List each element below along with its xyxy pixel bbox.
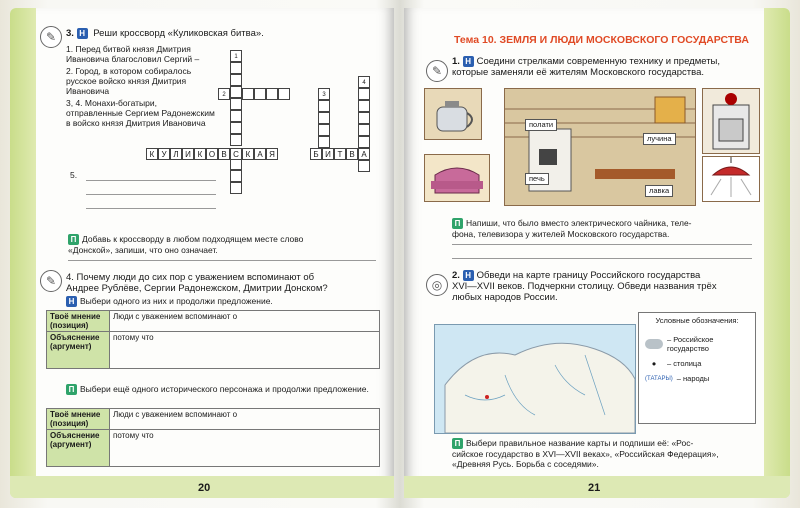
page-left: ✎ 3. Н Реши кроссворд «Куликовская битва». 1. Перед битвой князя Дмитрия Ивановича благословил Сергий – 2. Город, в котором собиралось русское войско князя Дмитрия Ивановича 3, 4. Монахи-богатыри, отправленные Сергием Радонежским в войско князя Дмитрия Ивановича 1 2 3 4 К У Л И К О В С К А Я Б И Т В А 5. П Добавь к кроссворду в любом подходящем месте слово «Донской», запиши, что оно означает. ✎ 4. Почему люди до сих пор с уважением вспоминают об Андрее Рублёве, Сергии Радонежском, Дмитрии Донском? Н Выбери одного из них и продолжи предложение. Твоё мнение (позиция) Люди с уважением вспоминают о Объяснение (аргумент) потому что П Выбери ещё одного исторического персонажа и продолжи предложение. Твоё мнение (позиция) Люди с уважением вспоминают о Объяснение (аргумент) потому что 20: [10, 8, 394, 498]
pencil-icon: ✎: [40, 26, 62, 48]
page-right: [404, 8, 790, 498]
crossword-clues: [66, 44, 216, 128]
page-number: 21: [588, 482, 601, 494]
stove-picture: [702, 88, 760, 154]
topic-title: Тема 10. ЗЕМЛЯ И ЛЮДИ МОСКОВСКОГО ГОСУДАРСТВА: [454, 34, 749, 46]
write-task: П Напиши, что было вместо электрического чайника, теле- фона, телевизора у жителей Московского государства.: [452, 218, 692, 240]
clue: 3, 4. Монахи-богатыри, отправленные Сергием Радонежским в войско князя Дмитрия Ивановича: [66, 98, 215, 128]
opinion-table-2: Твоё мнение (позиция) Люди с уважением вспоминают о Объяснение (аргумент) потому что: [46, 408, 380, 467]
clue: 2. Город, в котором собиралось русское войско князя Дмитрия Ивановича: [66, 66, 192, 96]
add-donskoy-task: П Добавь к кроссворду в любом подходящем месте слово «Донской», запиши, что оно означает.: [68, 234, 304, 256]
map-legend: Условные обозначения: – Российское государство ● – столица (ТАТАРЫ) – народы: [638, 312, 756, 424]
armchair-picture: [424, 154, 490, 202]
new-badge: Н: [77, 28, 88, 39]
label-lavka: лавка: [645, 185, 673, 197]
kettle-picture: [424, 88, 482, 140]
choose-one-task: Н Выбери одного из них и продолжи предложение.: [66, 296, 273, 307]
state-swatch-icon: [645, 339, 663, 349]
label-polati: полати: [525, 119, 557, 131]
another-person-task: П Выбери ещё одного исторического персонажа и продолжи предложение.: [66, 384, 378, 395]
lamp-picture: [702, 156, 760, 202]
label-luchina: лучина: [643, 133, 676, 145]
label-pech: печь: [525, 173, 549, 185]
clue: 1. Перед битвой князя Дмитрия Ивановича благословил Сергий –: [66, 44, 200, 64]
task4-heading: 4. Почему люди до сих пор с уважением вспоминают об Андрее Рублёве, Сергии Радонежском, Дмитрии Донском?: [66, 272, 328, 294]
izba-interior-picture: [504, 88, 696, 206]
pencil-icon: ✎: [426, 60, 448, 82]
globe-icon: ◎: [426, 274, 448, 296]
capital-dot-icon: ●: [651, 359, 657, 368]
pencil-icon: ✎: [40, 270, 62, 292]
task2-heading: 2. Н Обведи на карте границу Российского государства XVI—XVII веков. Подчеркни столицу. Обведи названия трёх любых народов России.: [452, 270, 717, 304]
map-image[interactable]: [434, 324, 636, 434]
map-title-task: П Выбери правильное название карты и подпиши её: «Рос- сийское государство в XVI—XVII веках», «Российская Федерация», «Древняя Русь. Борьба с соседями».: [452, 438, 719, 470]
task3-heading: 3. Н Реши кроссворд «Куликовская битва».: [66, 28, 264, 40]
task1-heading: 1. Н Соедини стрелками современную технику и предметы, которые заменяли её жителям Московского государства.: [452, 56, 721, 79]
opinion-table-1: Твоё мнение (позиция) Люди с уважением вспоминают о Объяснение (аргумент) потому что: [46, 310, 380, 369]
page-number: 20: [198, 482, 211, 494]
